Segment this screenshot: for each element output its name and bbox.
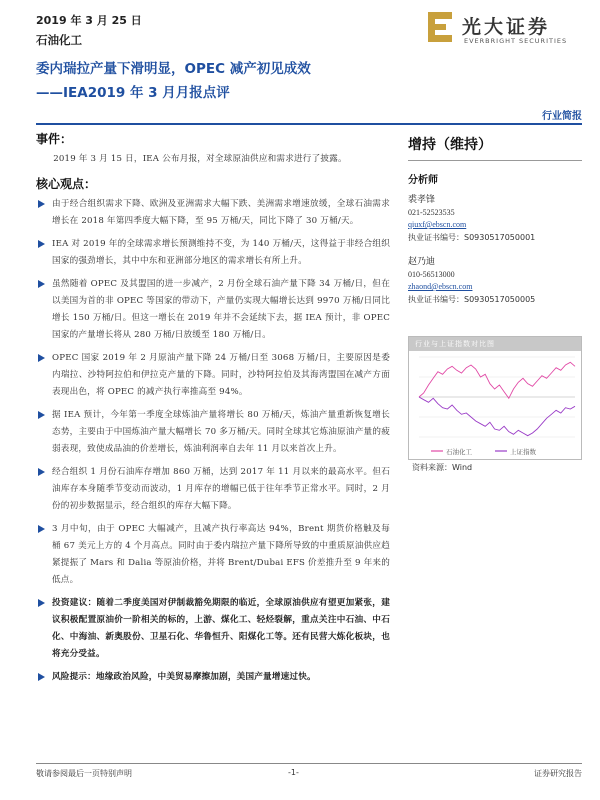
logo-en-text: EVERBRIGHT SECURITIES — [464, 37, 568, 45]
core-bullet — [36, 464, 390, 515]
rating-label: 增持（维持） — [408, 137, 492, 153]
footer-disclaimer: 敬请参阅最后一页特别声明 — [36, 769, 132, 778]
analyst-cert: 执业证书编号：S0930517050005 — [408, 295, 536, 304]
company-logo — [426, 8, 576, 52]
legend-label: 上证指数 — [510, 448, 536, 456]
core-bullet — [36, 521, 390, 589]
analyst-phone: 021-52523535 — [408, 208, 455, 217]
page-number: -1- — [288, 768, 299, 777]
legend-label: 石油化工 — [446, 448, 472, 456]
bullet-arrow-icon — [38, 280, 45, 288]
core-bullet — [36, 350, 390, 401]
bullet-arrow-icon — [38, 411, 45, 419]
bullet-text: IEA 对 2019 年的全球需求增长预测维持不变，为 140 万桶/天，这得益于非经合组织国家的强劲增长，其中中东和亚洲部分地区的需求增长有所上升。 — [52, 239, 390, 266]
investment-advice — [36, 595, 390, 663]
bullet-arrow-icon — [38, 525, 45, 533]
analyst-email-link[interactable]: zhaond@ebscn.com — [408, 282, 473, 291]
event-text: 2019 年 3 月 15 日，IEA 公布月报，对全球原油供应和需求进行了披露。 — [53, 154, 347, 164]
logo-mark-icon — [426, 10, 456, 44]
chart-title: 行业与上证指数对比图 — [409, 337, 581, 351]
core-bullet — [36, 407, 390, 458]
core-heading: 核心观点： — [36, 177, 97, 191]
sector-label: 石油化工 — [36, 33, 82, 47]
bullet-text: 投资建议：随着二季度美国对伊制裁豁免期限的临近，全球原油供应有望更加紧张，建议积极配置原油价一阶相关的标的，上游、煤化工、轻烃裂解，重点关注中石油、中石化、中海油、新奥股份、卫星石化、华鲁恒升、阳煤化工等。还有民营大炼化板块，也将充分受益。 — [52, 598, 390, 659]
analyst-card — [408, 194, 582, 244]
bullet-arrow-icon — [38, 354, 45, 362]
series-line-2 — [419, 397, 575, 436]
bullet-text: 据 IEA 预计，今年第一季度全球炼油产量将增长 80 万桶/天，炼油产量重新恢复增长态势，主要由于中国炼油产量大幅增长 70 多万桶/天。同时全球其它炼油原油产量的疲弱表现，致使成品油的价差增长，炼油利润率自去年 11 月以来首次上升。 — [52, 410, 390, 454]
report-date: 2019 年 3 月 25 日 — [36, 14, 142, 27]
bullet-text: 风险提示：地缘政治风险，中美贸易摩擦加剧，美国产量增速过快。 — [52, 672, 316, 682]
series-line-1 — [419, 362, 575, 398]
footer-divider — [36, 763, 582, 764]
bullet-text: 经合组织 1 月份石油库存增加 860 万桶，达到 2017 年 11 月以来的最高水平。但石油库存本身随季节变动而波动，1 月库存的增幅已低于往年季节正常水平。同时，2 月份的初步数据显示，经合组织的库存大幅下降。 — [52, 467, 390, 511]
main-column — [36, 130, 390, 692]
core-bullet — [36, 276, 390, 344]
logo-cn-text: 光大证券 — [462, 16, 551, 38]
chart-plot — [409, 351, 581, 459]
analyst-phone: 010-56513000 — [408, 270, 455, 279]
analyst-heading: 分析师 — [408, 175, 438, 186]
header-divider — [36, 123, 582, 125]
risk-warning — [36, 669, 390, 686]
doc-type-label: 行业简报 — [542, 111, 582, 122]
footer-report-type: 证券研究报告 — [534, 769, 582, 778]
chart-source: 资料来源：Wind — [412, 463, 473, 472]
bullet-arrow-icon — [38, 240, 45, 248]
report-subtitle: ——IEA2019 年 3 月月报点评 — [36, 85, 230, 101]
bullet-text: 由于经合组织需求下降、欧洲及亚洲需求大幅下跌、美洲需求增速放缓，全球石油需求增长在 2018 年第四季度大幅下降，至 95 万桶/天，同比下降了 30 万桶/天。 — [52, 199, 390, 226]
comparison-chart — [408, 336, 582, 460]
core-bullet — [36, 236, 390, 270]
analyst-card — [408, 256, 582, 306]
sidebar — [408, 130, 582, 306]
core-bullet — [36, 196, 390, 230]
bullet-arrow-icon — [38, 200, 45, 208]
event-heading: 事件： — [36, 132, 73, 146]
analyst-cert: 执业证书编号：S0930517050001 — [408, 233, 536, 242]
bullet-arrow-icon — [38, 673, 45, 681]
bullet-text: 虽然随着 OPEC 及其盟国的进一步减产，2 月份全球石油产量下降 34 万桶/日，但在以美国为首的非 OPEC 等国家的带动下，产量仍实现大幅增长达到 9970 万桶/日同比增长 150 万桶/日。但这一增长在 2019 年并不会延续下去，据 IEA 预计，非 OPEC 国家的产量增长将从 280 万桶/日放缓至 180 万桶/日。 — [52, 279, 390, 340]
bullet-arrow-icon — [38, 599, 45, 607]
report-title: 委内瑞拉产量下滑明显，OPEC 减产初见成效 — [36, 61, 311, 77]
bullet-text: 3 月中旬，由于 OPEC 大幅减产，且减产执行率高达 94%，Brent 期货价格触及每桶 67 美元上方的 4 个月高点。同时由于委内瑞拉产量下降所导致的中重质原油供应趋紧提振了 Mars 和 Dalia 等原油价格，并将 Brent/Dubai EFS 价差推升至 9 年来的低点。 — [52, 524, 390, 585]
sidebar-divider — [408, 160, 582, 161]
analyst-name: 裘孝锋 — [408, 195, 436, 205]
bullet-text: OPEC 国家 2019 年 2 月原油产量下降 24 万桶/日至 3068 万桶/日，主要原因是委内瑞拉、沙特阿拉伯和伊拉克产量的下降。同时，沙特阿拉伯及其海湾盟国在减产方面表现出色，将 OPEC 的减产执行率推高至 94%。 — [52, 353, 390, 397]
bullet-arrow-icon — [38, 468, 45, 476]
analyst-email-link[interactable]: qiuxf@ebscn.com — [408, 220, 467, 229]
analyst-name: 赵乃迪 — [408, 257, 436, 267]
